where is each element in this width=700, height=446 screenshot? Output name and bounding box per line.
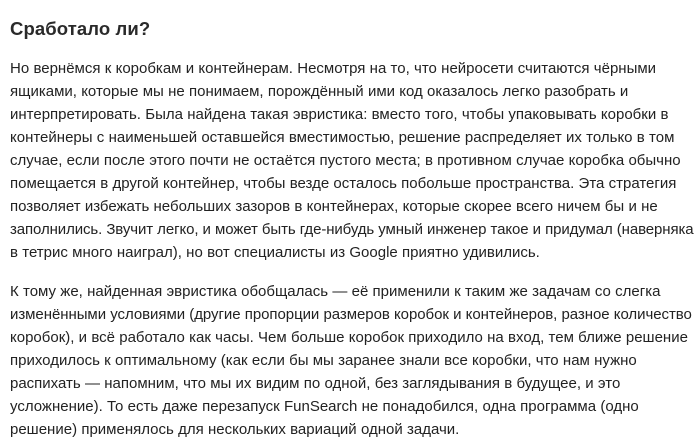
paragraph-1-line: помещается в другой контейнер, чтобы везде осталось побольше пространства. Эта стратегия	[10, 175, 677, 192]
paragraph-2-line: распихать — напомним, что мы их видим по одной, без заглядывания в будущее, и это	[10, 375, 621, 392]
paragraph-1-line: Но вернёмся к коробкам и контейнерам. Несмотря на то, что нейросети считаются чёрными	[10, 60, 657, 77]
paragraph-2-line: решение) применялось для нескольких вариаций одной задачи.	[10, 421, 460, 438]
paragraph-1-line: интерпретировать. Была найдена такая эвристика: вместо того, чтобы упаковывать коробки в	[10, 106, 669, 123]
section-heading: Сработало ли?	[10, 18, 151, 39]
paragraph-1-line: позволяет избежать небольших зазоров в контейнерах, которые скорее всего ничем бы и не	[10, 198, 658, 215]
paragraph-1	[10, 57, 694, 264]
paragraph-2-line: усложнение). То есть даже перезапуск FunSearch не понадобился, одна программа (одно	[10, 398, 639, 415]
paragraph-1-line: случае, если после этого почти не остаётся пустого места; в противном случае коробка обычно	[10, 152, 681, 169]
article	[10, 0, 694, 441]
paragraph-1-line: в тетрис много наиграл), но вот специалисты из Google приятно удивились.	[10, 244, 540, 261]
paragraph-2-line: приходилось к оптимальному (как если бы мы заранее знали все коробки, что нам нужно	[10, 352, 637, 369]
paragraph-2	[10, 280, 694, 441]
paragraph-2-line: изменёнными условиями (другие пропорции размеров коробок и контейнеров, разное количество	[10, 306, 692, 323]
paragraph-1-line: контейнеры с наименьшей оставшейся вместимостью, решение распределяет их только в том	[10, 129, 675, 146]
paragraph-1-line: ящиками, которые мы не понимаем, порождённый ими код оказалось легко разобрать и	[10, 83, 629, 100]
paragraph-2-line: коробок), и всё работало как часы. Чем больше коробок приходило на вход, тем ближе решение	[10, 329, 688, 346]
paragraph-2-line: К тому же, найденная эвристика обобщалась — её применили к таким же задачам со слегка	[10, 283, 661, 300]
paragraph-1-line: заполнились. Звучит легко, и может быть где-нибудь умный инженер такое и придумал (наверняка	[10, 221, 694, 238]
